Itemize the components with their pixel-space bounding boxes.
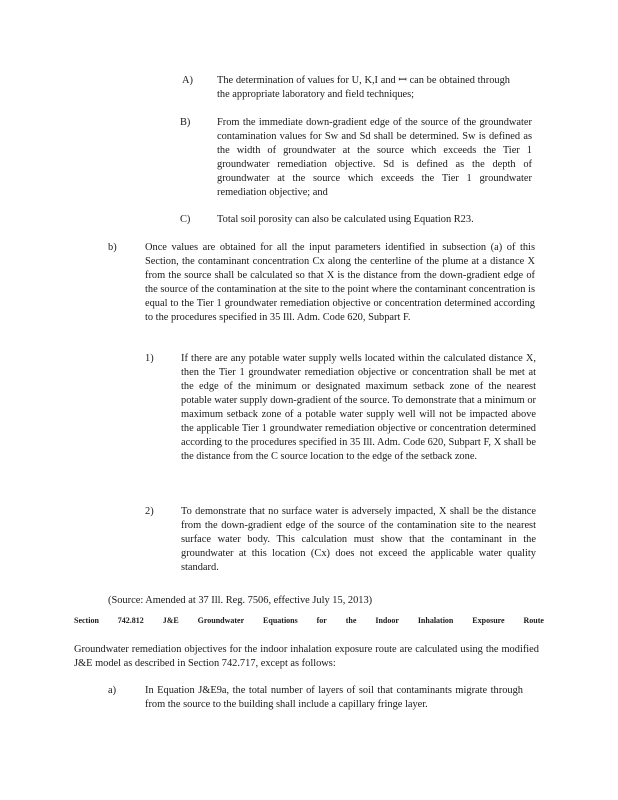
item-b1-label: 1) [145,353,154,364]
heading-word: Indoor [375,616,399,625]
item-a-text: In Equation J&E9a, the total number of layers of soil that contaminants migrate through from the source to the building shall include a capillary fringe layer. [145,685,523,710]
intro-paragraph: Groundwater remediation objectives for the indoor inhalation exposure route are calculated using the modified J&E model as described in Section 742.717, except as follows: [74,644,539,669]
item-B-label: B) [180,117,191,128]
item-A-text: The determination of values for U, K,I and ꟷ can be obtained through the appropriate laboratory and field techniques; [217,75,510,100]
item-B-text: From the immediate down-gradient edge of the source of the groundwater contamination values for Sw and Sd shall be determined. Sw is defined as the width of groundwater at the source which exceeds the Tier 1 groundwater remediation objective. Sd is defined as the depth of groundwater at the source which exceeds the Tier 1 groundwater remediation objective; and [217,117,532,198]
item-C-label: C) [180,214,191,225]
item-b-label: b) [108,242,117,253]
heading-word: Equations [263,616,298,625]
item-A-label: A) [182,75,193,86]
heading-word: Section [74,616,99,625]
item-b2-text: To demonstrate that no surface water is adversely impacted, X shall be the distance from the down-gradient edge of the source of the contamination site to the nearest surface water body. This calculation must show that the contaminant in the groundwater at this location (Cx) does not exceed the applicable water quality standard. [181,506,536,573]
heading-word: Groundwater [197,616,245,625]
section-heading [74,616,544,626]
heading-word: for [316,616,327,625]
heading-word: Exposure [472,616,505,625]
item-b-text: Once values are obtained for all the input parameters identified in subsection (a) of this Section, the contaminant concentration Cx along the centerline of the plume at a distance X from the source shall be calculated so that X is the distance from the down-gradient edge of the source of the contamination at the site to the point where the contaminant concentration is equal to the Tier 1 groundwater remediation objective or concentration determined according to the procedures specified in 35 Ill. Adm. Code 620, Subpart F. [145,242,535,323]
heading-word: J&E [162,616,179,625]
heading-word: Inhalation [417,616,454,625]
heading-word: 742.812 [117,616,144,625]
source-note: (Source: Amended at 37 Ill. Reg. 7506, effective July 15, 2013) [108,595,373,606]
item-b2-label: 2) [145,506,154,517]
heading-word: Route [523,616,544,625]
item-b1-text: If there are any potable water supply wells located within the calculated distance X, then the Tier 1 groundwater remediation objective or concentration shall be met at the edge of the minimum or designated maximum setback zone of the nearest potable water supply down-gradient of the source. To demonstrate that a minimum or maximum setback zone of a potable water supply well will not be impacted above the applicable Tier 1 groundwater remediation objective or concentration determined according to the procedures specified in 35 Ill. Adm. Code 620, Subpart F, X shall be the distance from the C source location to the edge of the setback zone. [181,353,536,462]
item-a-label: a) [108,685,117,696]
heading-word: the [345,616,357,625]
item-C-text: Total soil porosity can also be calculated using Equation R23. [217,214,474,225]
